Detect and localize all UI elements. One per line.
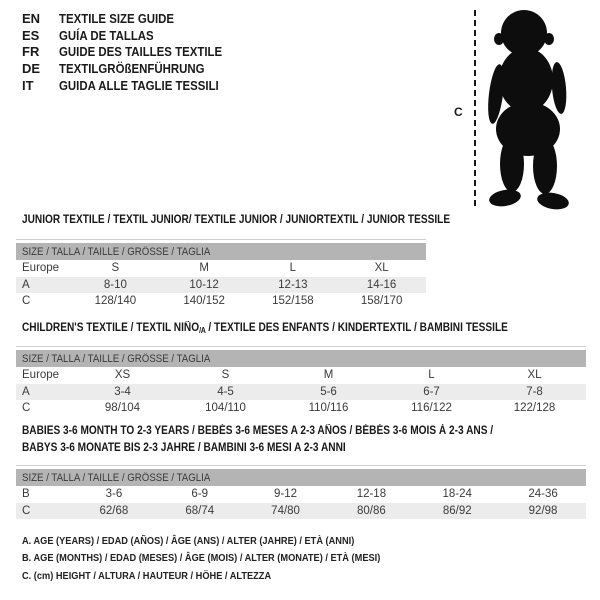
junior-table-title: JUNIOR TEXTILE / TEXTIL JUNIOR/ TEXTILE JUNIOR / JUNIORTEXTIL / JUNIOR TESSILE bbox=[22, 214, 451, 226]
children-size-table bbox=[16, 346, 586, 417]
language-code: DE bbox=[22, 61, 41, 77]
language-row-it bbox=[22, 77, 244, 94]
junior-size-table bbox=[16, 239, 426, 310]
height-measure-label: C bbox=[454, 105, 463, 119]
babies-size-table bbox=[16, 465, 586, 519]
table-row: C 98/104 104/110 110/116 116/122 122/128 bbox=[22, 402, 556, 415]
language-list bbox=[22, 10, 244, 94]
children-table-title: CHILDREN'S TEXTILE / TEXTIL $NIÑO_{/A}$ / TEXTILE DES ENFANTS / KINDERTEXTIL / BAMBINI TESSILE bbox=[22, 322, 508, 335]
table-row: A 8-10 10-12 12-13 14-16 bbox=[16, 277, 426, 294]
footnote-legend bbox=[22, 535, 429, 587]
language-code: IT bbox=[22, 78, 34, 94]
guide-title-it: GUIDA ALLE TAGLIE TESSILI bbox=[59, 78, 219, 94]
table-row: Europe S M L XL bbox=[22, 262, 389, 275]
size-header-row: SIZE / TALLA / TAILLE / GRÖSSE / TAGLIA bbox=[16, 350, 586, 367]
guide-title-es: GUÍA DE TALLAS bbox=[59, 27, 154, 43]
language-row-de bbox=[22, 60, 244, 77]
table-row: C 128/140 140/152 152/158 158/170 bbox=[22, 295, 403, 308]
footnote-age-years: A. AGE (YEARS) / EDAD (AÑOS) / ÂGE (ANS) / ALTER (JAHRE) / ETÀ (ANNI) bbox=[22, 535, 355, 547]
size-header-row: SIZE / TALLA / TAILLE / GRÖSSE / TAGLIA bbox=[16, 243, 426, 260]
language-row-fr bbox=[22, 44, 244, 61]
height-measure-dashed-line bbox=[474, 10, 476, 206]
language-code: ES bbox=[22, 27, 40, 43]
footnote-age-months: B. AGE (MONTHS) / EDAD (MESES) / ÂGE (MOIS) / ALTER (MONATE) / ETÀ (MESI) bbox=[22, 552, 381, 565]
table-row: A 3-4 4-5 5-6 6-7 7-8 bbox=[16, 384, 586, 401]
table-row: B 3-6 6-9 9-12 12-18 18-24 24-36 bbox=[22, 488, 558, 501]
language-row-es bbox=[22, 27, 244, 44]
language-row-en bbox=[22, 10, 244, 27]
table-row: C 62/68 68/74 74/80 80/86 86/92 92/98 bbox=[16, 503, 586, 520]
baby-silhouette-icon bbox=[484, 6, 576, 214]
language-code: EN bbox=[22, 10, 41, 26]
guide-title-fr: GUIDE DES TAILLES TEXTILE bbox=[59, 44, 223, 60]
table-row: Europe XS S M L XL bbox=[22, 369, 542, 382]
babies-table-title: BABIES 3-6 MONTH TO 2-3 YEARS / BEBÉS 3-6 MESES A 2-3 AÑOS / BÉBÉS 3-6 MOIS À 2-3 ANS / BABYS 3-6 MONATE BIS 2-3 JAHRE / BAMBINI 3-6 MESI A 2-3 ANNI bbox=[22, 425, 494, 454]
footnote-height: C. (cm) HEIGHT / ALTURA / HAUTEUR / HÖHE / ALTEZZA bbox=[22, 569, 272, 582]
guide-title-en: TEXTILE SIZE GUIDE bbox=[59, 10, 175, 26]
size-header-row: SIZE / TALLA / TAILLE / GRÖSSE / TAGLIA bbox=[16, 469, 586, 486]
language-code: FR bbox=[22, 44, 40, 60]
guide-title-de: TEXTILGRÖßENFÜHRUNG bbox=[59, 61, 205, 77]
